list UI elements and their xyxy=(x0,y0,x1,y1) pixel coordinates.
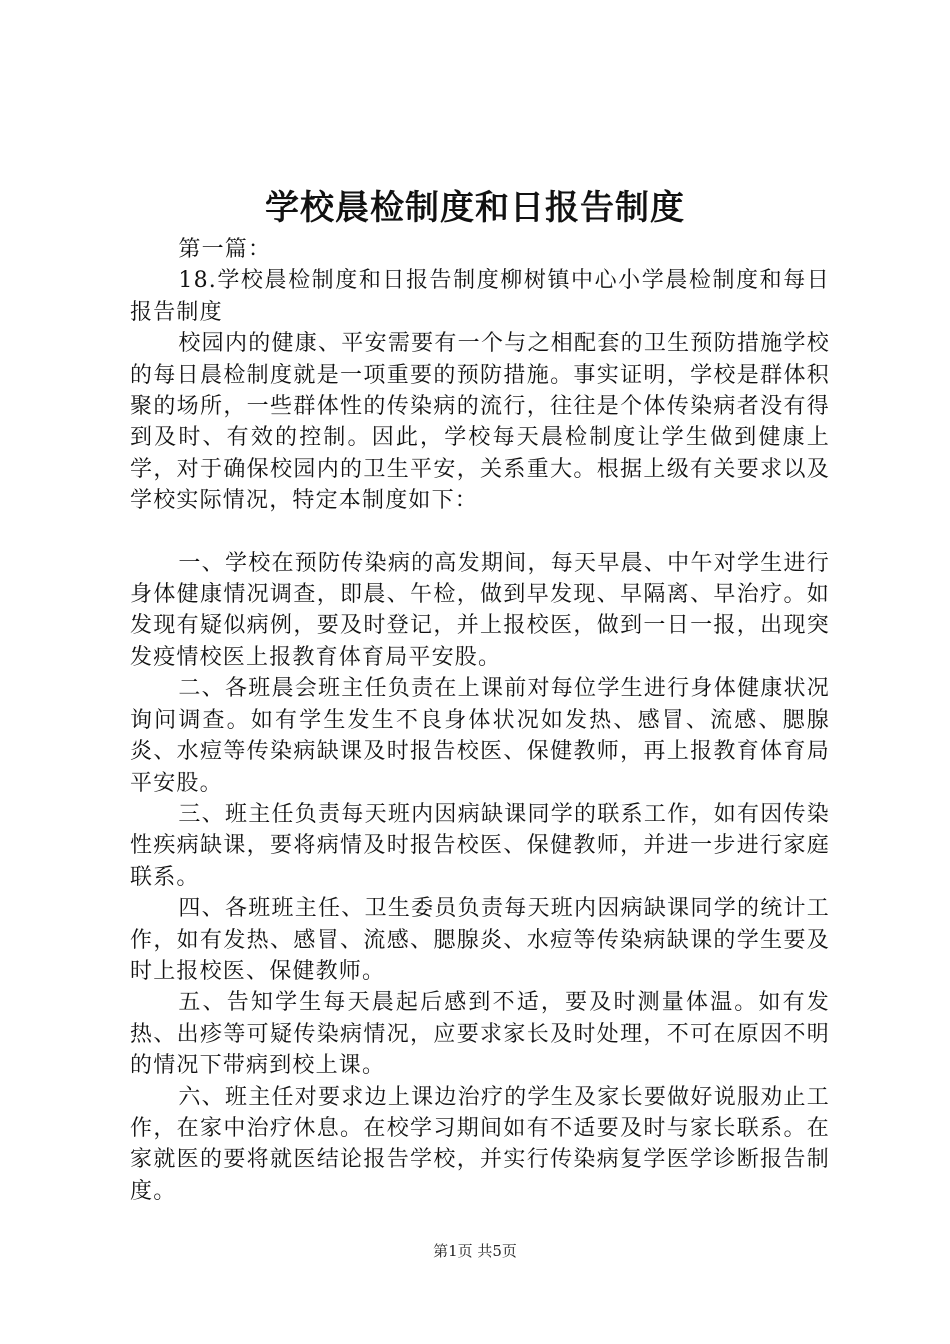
section-heading: 第一篇： xyxy=(178,237,272,262)
rule-paragraph-3: 三、班主任负责每天班内因病缺课同学的联系工作，如有因传染性疾病缺课，要将病情及时报告校医、保健教师，并进一步进行家庭联系。 xyxy=(130,801,830,890)
rule-paragraph-4: 四、各班班主任、卫生委员负责每天班内因病缺课同学的统计工作，如有发热、感冒、流感、腮腺炎、水痘等传染病缺课的学生要及时上报校医、保健教师。 xyxy=(130,896,830,984)
page-footer: 第1页 共5页 xyxy=(433,1242,517,1260)
page-title: 学校晨检制度和日报告制度 xyxy=(265,188,685,228)
rule-paragraph-1: 一、学校在预防传染病的高发期间，每天早晨、中午对学生进行身体健康情况调查，即晨、午检，做到早发现、早隔离、早治疗。如发现有疑似病例，要及时登记，并上报校医，做到一日一报，出现突发疫情校医上报教育体育局平安股。 xyxy=(130,550,830,670)
rule-paragraph-5: 五、告知学生每天晨起后感到不适，要及时测量体温。如有发热、出疹等可疑传染病情况，应要求家长及时处理，不可在原因不明的情况下带病到校上课。 xyxy=(130,990,830,1079)
rule-paragraph-6: 六、班主任对要求边上课边治疗的学生及家长要做好说服劝止工作，在家中治疗休息。在校学习期间如有不适要及时与家长联系。在家就医的要将就医结论报告学校，并实行传染病复学医学诊断报告制度。 xyxy=(130,1084,830,1204)
intro-paragraph: 校园内的健康、平安需要有一个与之相配套的卫生预防措施学校的每日晨检制度就是一项重要的预防措施。事实证明，学校是群体积聚的场所，一些群体性的传染病的流行，往往是个体传染病者没有得到及时、有效的控制。因此，学校每天晨检制度让学生做到健康上学，对于确保校园内的卫生平安，关系重大。根据上级有关要求以及学校实际情况，特定本制度如下： xyxy=(130,331,830,514)
subtitle-paragraph: 18.学校晨检制度和日报告制度柳树镇中心小学晨检制度和每日报告制度 xyxy=(130,268,830,325)
document-body xyxy=(130,234,830,1207)
paragraph-spacer xyxy=(130,517,830,548)
rule-paragraph-2: 二、各班晨会班主任负责在上课前对每位学生进行身体健康状况询问调查。如有学生发生不良身体状况如发热、感冒、流感、腮腺炎、水痘等传染病缺课及时报告校医、保健教师，再上报教育体育局平安股。 xyxy=(130,676,830,796)
